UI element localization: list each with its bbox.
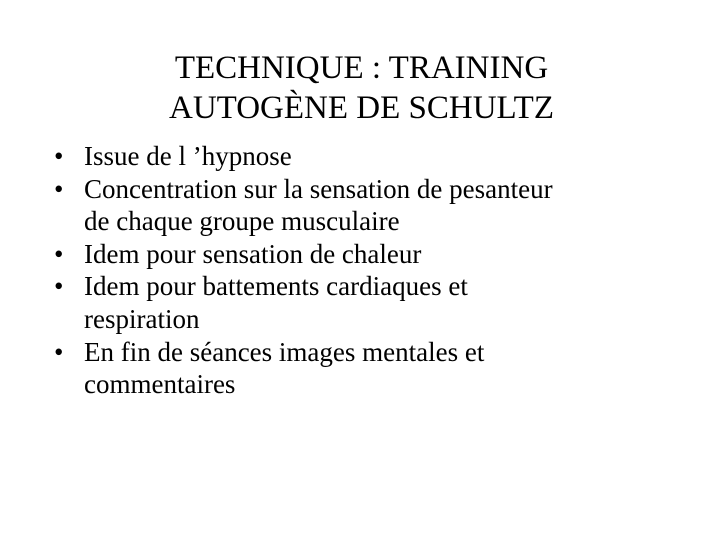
bullet-text: Idem pour battements cardiaques et	[84, 271, 468, 302]
title-line-2: AUTOGÈNE DE SCHULTZ	[169, 90, 554, 126]
bullet-item	[54, 140, 694, 173]
bullet-text: Issue de l ’hypnose	[84, 141, 292, 171]
slide-title	[0, 48, 720, 128]
bullet-text: Idem pour sensation de chaleur	[84, 238, 422, 269]
bullet-item	[54, 270, 694, 335]
bullet-item	[54, 336, 694, 401]
bullet-dot-icon: •	[54, 271, 64, 302]
bullet-item	[54, 238, 694, 271]
bullet-dot-icon: •	[54, 336, 64, 367]
bullet-item	[54, 173, 694, 238]
bullet-text-continuation: commentaires	[84, 369, 236, 400]
bullet-dot-icon: •	[54, 141, 64, 171]
bullet-dot-icon: •	[54, 238, 64, 269]
bullet-dot-icon: •	[54, 173, 64, 204]
bullet-list	[54, 140, 694, 401]
title-line-1: TECHNIQUE : TRAINING	[174, 50, 549, 86]
bullet-text-continuation: de chaque groupe musculaire	[84, 206, 400, 237]
bullet-text: En fin de séances images mentales et	[84, 336, 485, 367]
bullet-text: Concentration sur la sensation de pesanteur	[84, 173, 553, 204]
bullet-text-continuation: respiration	[84, 303, 200, 334]
